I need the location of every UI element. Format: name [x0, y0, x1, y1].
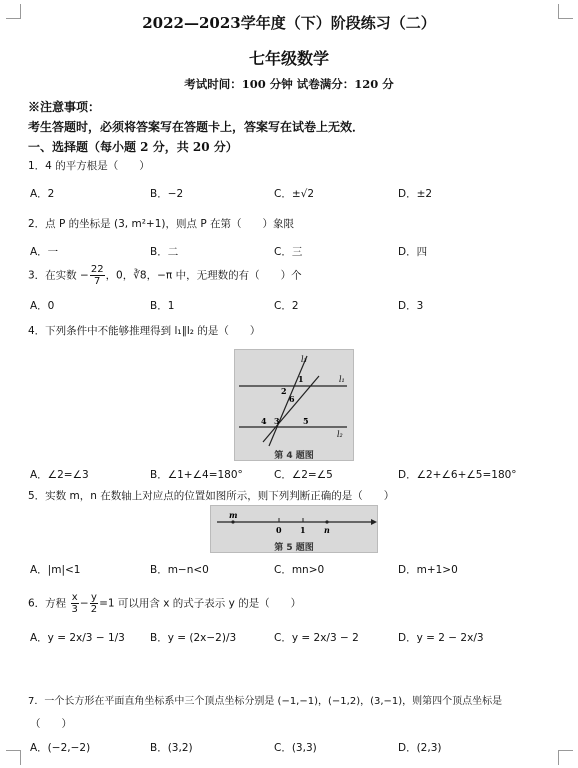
q3-fraction	[90, 264, 105, 287]
question-7-stem: 7．一个长方形在平面直角坐标系中三个顶点坐标分别是 (−1,−1)，(−1,2)，(3,−1)，则第四个顶点坐标是	[28, 696, 503, 707]
label-angle-4: 4	[261, 416, 267, 426]
number-line-diagram	[211, 506, 377, 538]
q3-option-a: A．0	[30, 300, 55, 312]
q6-option-d: D．y = 2 − 2x/3	[398, 632, 484, 644]
q7-option-c: C．(3,3)	[274, 742, 317, 754]
q5-option-c: C．mn>0	[274, 564, 325, 576]
q7-option-a: A．(−2,−2)	[30, 742, 91, 754]
subject-title: 七年级数学	[248, 49, 329, 68]
q6-option-c: C．y = 2x/3 − 2	[274, 632, 359, 644]
q2-option-c: C．三	[274, 246, 303, 258]
q2-option-a: A．一	[30, 246, 59, 258]
q5-option-b: B．m−n<0	[150, 564, 209, 576]
parallel-lines-diagram	[235, 350, 353, 460]
q3-stem-part-a: 3．在实数 −	[28, 269, 89, 282]
notice-heading: ※注意事项：	[28, 100, 101, 114]
q1-option-c: C．±√2	[274, 188, 315, 200]
label-m: m	[229, 510, 238, 520]
figure-5-caption: 第 5 题图	[274, 543, 314, 553]
label-l3: l₃	[301, 355, 307, 364]
q4-option-d: D．∠2+∠6+∠5=180°	[398, 469, 517, 481]
q2-option-b: B．二	[150, 246, 179, 258]
label-one: 1	[300, 525, 306, 535]
question-4-stem: 4．下列条件中不能够推理得到 l₁∥l₂ 的是（ ）	[28, 325, 261, 337]
q6-fraction-x3: $\frac{x}{3}$	[71, 592, 78, 615]
label-n: n	[324, 525, 330, 535]
q6-stem-part-b: =1 可以用含 x 的式子表示 y 的是（ ）	[99, 597, 302, 610]
q2-option-d: D．四	[398, 246, 428, 258]
q1-option-d: D．±2	[398, 188, 433, 200]
label-angle-2: 2	[281, 386, 287, 396]
q6-fraction-y2: $\frac{y}{2}$	[90, 592, 98, 615]
q1-option-b: B．−2	[150, 188, 184, 200]
exam-info: 考试时间：100 分钟 试卷满分：120 分	[184, 77, 394, 91]
label-l2: l₂	[337, 430, 343, 439]
q3-fraction-numerator: 22	[90, 264, 104, 275]
q5-option-a: A．|m|<1	[30, 564, 81, 576]
figure-5	[210, 505, 378, 553]
q6-stem-part-a: 6．方程	[28, 597, 67, 610]
label-zero: 0	[276, 525, 282, 535]
q3-option-b: B．1	[150, 300, 175, 312]
label-angle-5: 5	[303, 416, 309, 426]
label-angle-1: 1	[298, 374, 304, 384]
figure-4-caption: 第 4 题图	[274, 451, 314, 461]
question-7-blank: （ ）	[30, 718, 72, 730]
label-l1: l₁	[339, 375, 345, 384]
q3-option-c: C．2	[274, 300, 299, 312]
label-angle-6: 6	[289, 394, 295, 404]
question-1-stem: 1．4 的平方根是（ ）	[28, 160, 150, 172]
exam-title: 2022—2023学年度（下）阶段练习（二）	[142, 14, 436, 32]
q4-option-c: C．∠2=∠5	[274, 469, 333, 481]
q4-option-a: A．∠2=∠3	[30, 469, 89, 481]
q6-option-a: A．y = 2x/3 − 1/3	[30, 632, 125, 644]
label-angle-3: 3	[274, 416, 280, 426]
q1-option-a: A．2	[30, 188, 55, 200]
q7-option-b: B．(3,2)	[150, 742, 193, 754]
q3-option-d: D．3	[398, 300, 424, 312]
question-5-stem: 5．实数 m，n 在数轴上对应点的位置如图所示，则下列判断正确的是（ ）	[28, 490, 395, 502]
q3-stem-part-b: ，0，∛8，−π 中，无理数的有（ ）个	[105, 269, 302, 282]
figure-4	[234, 349, 354, 461]
question-2-stem: 2．点 P 的坐标是 (3, m²+1)，则点 P 在第（ ）象限	[28, 218, 294, 230]
corner-mark	[6, 750, 21, 765]
corner-mark	[558, 750, 573, 765]
q5-option-d: D．m+1>0	[398, 564, 458, 576]
question-6-stem: 6．方程 $\frac{x}{3}$ − $\frac{y}{2}$ =1 可以用含 x 的式子表示 y 的是（ ）	[28, 592, 302, 615]
q6-option-b: B．y = (2x−2)/3	[150, 632, 237, 644]
question-3-stem	[28, 264, 302, 287]
section-heading: 一、选择题（每小题 2 分，共 20 分）	[28, 140, 238, 154]
q4-option-b: B．∠1+∠4=180°	[150, 469, 243, 481]
notice-text: 考生答题时，必须将答案写在答题卡上，答案写在试卷上无效．	[28, 120, 365, 134]
q3-fraction-denominator: 7	[94, 276, 101, 287]
q7-option-d: D．(2,3)	[398, 742, 442, 754]
